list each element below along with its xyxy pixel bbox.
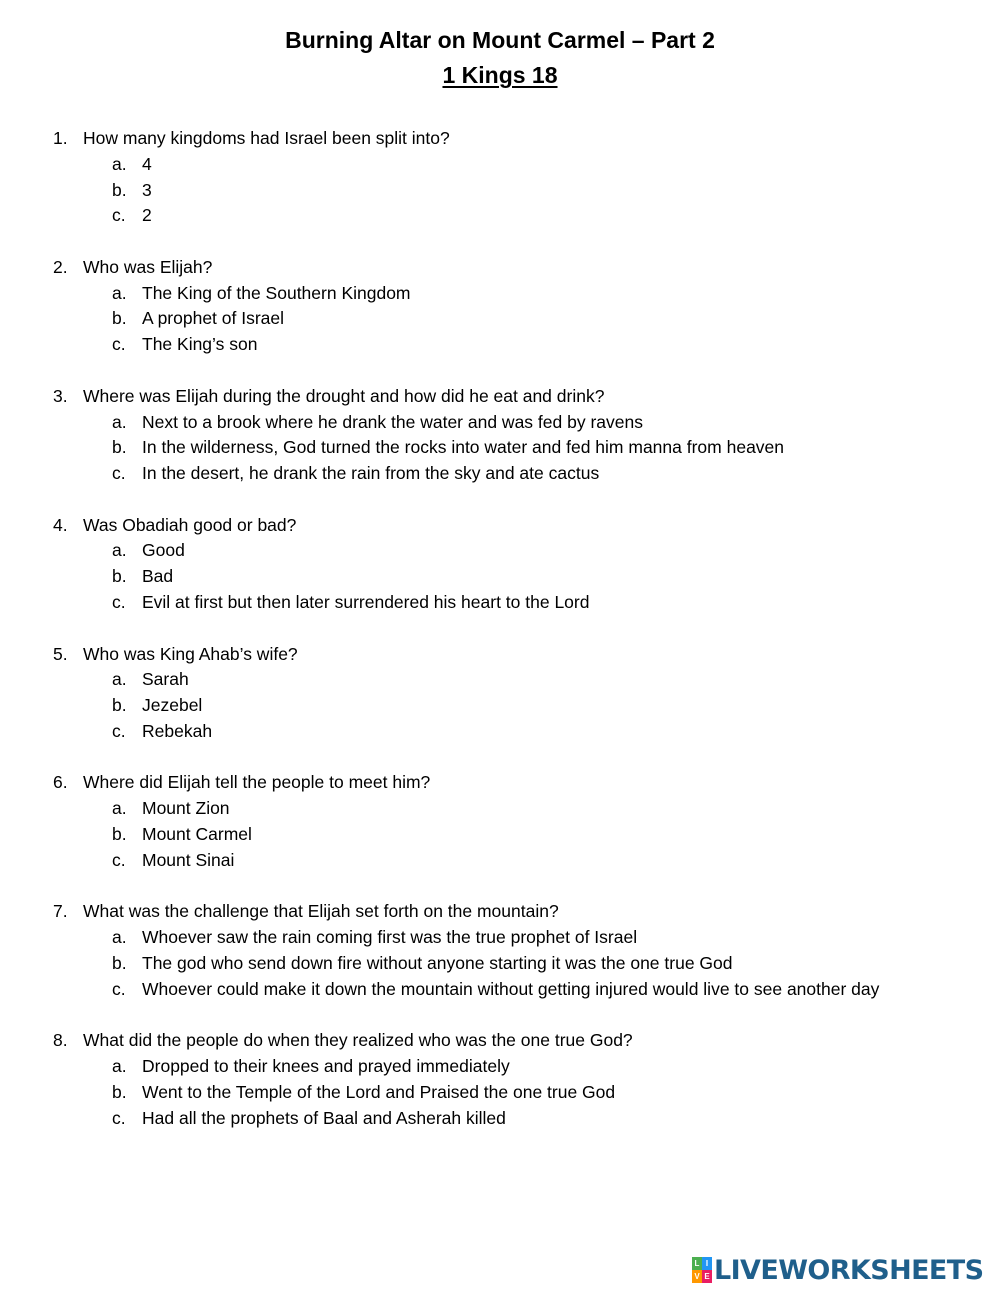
question-row bbox=[0, 126, 1000, 152]
option-text: 4 bbox=[142, 153, 152, 174]
answer-option[interactable] bbox=[0, 822, 1000, 848]
question-text: Where did Elijah tell the people to meet him? bbox=[83, 772, 431, 793]
option-letter: b. bbox=[112, 308, 127, 329]
answer-option[interactable] bbox=[0, 435, 1000, 461]
option-text: Good bbox=[142, 540, 185, 561]
option-text: Evil at first but then later surrendered his heart to the Lord bbox=[142, 592, 590, 613]
option-letter: a. bbox=[112, 282, 127, 303]
question-number: 6. bbox=[53, 772, 68, 793]
question-item bbox=[0, 255, 1000, 358]
question-text: Where was Elijah during the drought and how did he eat and drink? bbox=[83, 385, 605, 406]
liveworksheets-logo bbox=[692, 1253, 983, 1287]
option-text: Whoever saw the rain coming first was the true prophet of Israel bbox=[142, 927, 638, 948]
option-letter: c. bbox=[112, 978, 126, 999]
option-text: 3 bbox=[142, 179, 152, 200]
question-row bbox=[0, 384, 1000, 410]
question-item bbox=[0, 899, 1000, 1002]
question-row bbox=[0, 770, 1000, 796]
question-number: 7. bbox=[53, 901, 68, 922]
option-text: The King of the Southern Kingdom bbox=[142, 282, 411, 303]
question-list bbox=[0, 126, 1000, 1157]
answer-option[interactable] bbox=[0, 461, 1000, 487]
answer-options bbox=[0, 538, 1000, 615]
question-row bbox=[0, 1028, 1000, 1054]
logo-text: LIVEWORKSHEETS bbox=[714, 1254, 984, 1286]
question-text: Was Obadiah good or bad? bbox=[83, 514, 297, 535]
answer-option[interactable] bbox=[0, 538, 1000, 564]
option-letter: c. bbox=[112, 1107, 126, 1128]
option-text: A prophet of Israel bbox=[142, 308, 285, 329]
question-number: 8. bbox=[53, 1030, 68, 1051]
answer-option[interactable] bbox=[0, 693, 1000, 719]
option-letter: b. bbox=[112, 437, 127, 458]
logo-icon-tile: V bbox=[692, 1270, 702, 1283]
question-row bbox=[0, 642, 1000, 668]
question-text: What did the people do when they realized who was the one true God? bbox=[83, 1030, 633, 1051]
option-letter: b. bbox=[112, 179, 127, 200]
answer-options bbox=[0, 1054, 1000, 1131]
answer-option[interactable] bbox=[0, 564, 1000, 590]
question-item bbox=[0, 642, 1000, 745]
question-number: 3. bbox=[53, 385, 68, 406]
logo-icon-tile: L bbox=[692, 1257, 702, 1270]
answer-option[interactable] bbox=[0, 1106, 1000, 1132]
question-item bbox=[0, 1028, 1000, 1131]
question-text: How many kingdoms had Israel been split into? bbox=[83, 128, 450, 148]
option-text: Mount Zion bbox=[142, 798, 230, 819]
answer-option[interactable] bbox=[0, 1080, 1000, 1106]
option-text: Rebekah bbox=[142, 720, 213, 741]
option-letter: c. bbox=[112, 334, 126, 355]
option-letter: a. bbox=[112, 540, 127, 561]
answer-option[interactable] bbox=[0, 667, 1000, 693]
option-letter: a. bbox=[112, 1055, 127, 1076]
option-letter: b. bbox=[112, 952, 127, 973]
answer-option[interactable] bbox=[0, 152, 1000, 178]
question-row bbox=[0, 255, 1000, 281]
option-text: Jezebel bbox=[142, 695, 203, 716]
question-item bbox=[0, 513, 1000, 616]
question-number: 1. bbox=[53, 128, 68, 148]
question-item bbox=[0, 126, 1000, 229]
option-letter: c. bbox=[112, 205, 126, 226]
option-text: The King’s son bbox=[142, 334, 258, 355]
logo-icon-tile: E bbox=[702, 1270, 712, 1283]
question-text: What was the challenge that Elijah set forth on the mountain? bbox=[83, 901, 559, 922]
option-text: Had all the prophets of Baal and Asherah killed bbox=[142, 1107, 506, 1128]
option-text: Next to a brook where he drank the water and was fed by ravens bbox=[142, 411, 643, 432]
page-title: Burning Altar on Mount Carmel – Part 2 bbox=[285, 27, 715, 53]
answer-option[interactable] bbox=[0, 796, 1000, 822]
option-letter: c. bbox=[112, 720, 126, 741]
answer-option[interactable] bbox=[0, 977, 1000, 1003]
answer-option[interactable] bbox=[0, 203, 1000, 229]
option-text: Went to the Temple of the Lord and Praised the one true God bbox=[142, 1081, 616, 1102]
option-letter: c. bbox=[112, 849, 126, 870]
question-text: Who was King Ahab’s wife? bbox=[83, 643, 298, 664]
option-letter: a. bbox=[112, 669, 127, 690]
answer-options bbox=[0, 925, 1000, 1002]
option-text: Sarah bbox=[142, 669, 189, 690]
option-letter: b. bbox=[112, 695, 127, 716]
answer-options bbox=[0, 152, 1000, 229]
answer-option[interactable] bbox=[0, 848, 1000, 874]
option-text: Bad bbox=[142, 566, 174, 587]
option-letter: b. bbox=[112, 1081, 127, 1102]
option-letter: a. bbox=[112, 411, 127, 432]
answer-option[interactable] bbox=[0, 281, 1000, 307]
question-number: 5. bbox=[53, 643, 68, 664]
page-subtitle: 1 Kings 18 bbox=[442, 62, 558, 88]
question-text: Who was Elijah? bbox=[83, 256, 213, 277]
option-letter: b. bbox=[112, 823, 127, 844]
option-text: 2 bbox=[142, 205, 152, 226]
answer-options bbox=[0, 281, 1000, 358]
question-row bbox=[0, 513, 1000, 539]
question-number: 4. bbox=[53, 514, 68, 535]
answer-option[interactable] bbox=[0, 719, 1000, 745]
option-letter: a. bbox=[112, 153, 127, 174]
option-letter: c. bbox=[112, 592, 126, 613]
answer-option[interactable] bbox=[0, 410, 1000, 436]
logo-icon-tile: I bbox=[702, 1257, 712, 1270]
answer-options bbox=[0, 796, 1000, 873]
answer-option[interactable] bbox=[0, 951, 1000, 977]
option-text: In the desert, he drank the rain from the sky and ate cactus bbox=[142, 463, 600, 484]
option-letter: a. bbox=[112, 927, 127, 948]
option-text: Mount Carmel bbox=[142, 823, 252, 844]
option-text: The god who send down fire without anyone starting it was the one true God bbox=[142, 952, 733, 973]
answer-option[interactable] bbox=[0, 590, 1000, 616]
answer-option[interactable] bbox=[0, 332, 1000, 358]
question-row bbox=[0, 899, 1000, 925]
answer-options bbox=[0, 410, 1000, 487]
option-text: In the wilderness, God turned the rocks into water and fed him manna from heaven bbox=[142, 437, 785, 458]
option-letter: c. bbox=[112, 463, 126, 484]
question-item bbox=[0, 770, 1000, 873]
option-text: Mount Sinai bbox=[142, 849, 235, 870]
question-number: 2. bbox=[53, 256, 68, 277]
liveworksheets-logo-icon bbox=[692, 1257, 712, 1283]
answer-options bbox=[0, 667, 1000, 744]
answer-option[interactable] bbox=[0, 925, 1000, 951]
option-letter: b. bbox=[112, 566, 127, 587]
answer-option[interactable] bbox=[0, 306, 1000, 332]
answer-option[interactable] bbox=[0, 1054, 1000, 1080]
option-text: Whoever could make it down the mountain without getting injured would live to see another day bbox=[142, 978, 880, 999]
question-item bbox=[0, 384, 1000, 487]
option-text: Dropped to their knees and prayed immediately bbox=[142, 1055, 510, 1076]
option-letter: a. bbox=[112, 798, 127, 819]
answer-option[interactable] bbox=[0, 178, 1000, 204]
